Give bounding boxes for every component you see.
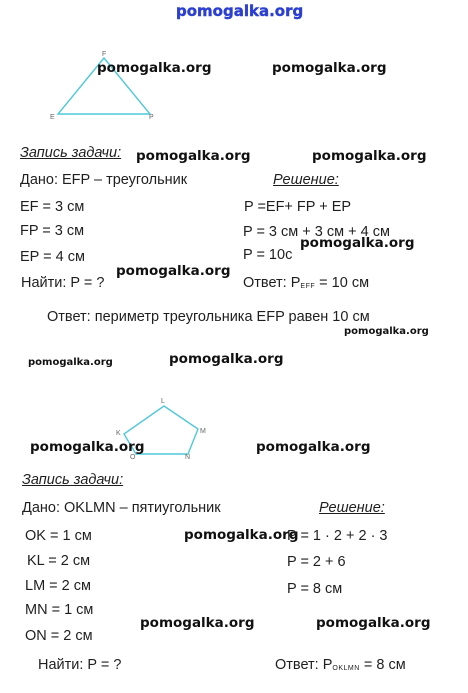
vertex-label-f: F (102, 51, 107, 58)
record-label: Запись задачи: (20, 145, 122, 161)
watermark: pomogalka.org (28, 357, 113, 368)
watermark: pomogalka.org (97, 60, 212, 76)
watermark: pomogalka.org (344, 326, 429, 337)
vertex-label-k: K (116, 430, 121, 437)
watermark: pomogalka.org (136, 148, 251, 164)
vertex-label-p: P (149, 114, 154, 121)
final-answer: Ответ: периметр треугольника EFP равен 10 см (47, 309, 370, 325)
watermark: pomogalka.org (256, 439, 371, 455)
answer-line (243, 275, 369, 291)
answer-value: = 10 см (315, 275, 370, 291)
solution-step: P = 3 см + 3 см + 4 см (243, 224, 390, 240)
given-value: FP = 3 см (20, 223, 85, 239)
solution-step: P = 8 см (287, 581, 343, 597)
vertex-label-m: M (200, 428, 206, 435)
solution-step: P = 1 · 2 + 2 · 3 (287, 528, 388, 544)
solution-label: Решение: (319, 500, 385, 516)
find-line: Найти: P = ? (21, 275, 105, 291)
watermark: pomogalka.org (272, 60, 387, 76)
vertex-label-o: O (130, 454, 136, 461)
watermark: pomogalka.org (116, 263, 231, 279)
answer-subscript: OKLMN (332, 665, 360, 672)
solution-label: Решение: (273, 172, 339, 188)
given-line: Дано: OKLMN – пятиугольник (22, 500, 221, 516)
answer-line (275, 657, 406, 673)
answer-subscript: EFF (300, 283, 316, 290)
answer-value: = 8 см (359, 657, 406, 673)
given-value: ON = 2 см (25, 628, 93, 644)
watermark: pomogalka.org (316, 615, 431, 631)
vertex-label-l: L (161, 398, 165, 405)
given-value: EP = 4 см (20, 249, 85, 265)
given-line: Дано: EFP – треугольник (20, 172, 188, 188)
given-value: KL = 2 см (27, 553, 91, 569)
solution-step: P = 2 + 6 (287, 554, 346, 570)
solution-step: P =EF+ FP + EP (244, 199, 352, 215)
watermark: pomogalka.org (140, 615, 255, 631)
given-value: MN = 1 см (25, 602, 94, 618)
solution-step: P = 10с (243, 247, 293, 263)
find-line: Найти: P = ? (38, 657, 122, 673)
watermark: pomogalka.org (300, 235, 415, 251)
watermark: pomogalka.org (184, 527, 299, 543)
site-title: pomogalka.org (176, 2, 304, 20)
given-value: LM = 2 см (25, 578, 91, 594)
watermark: pomogalka.org (30, 439, 145, 455)
record-label: Запись задачи: (22, 472, 124, 488)
answer-prefix: Ответ: P (275, 657, 333, 673)
vertex-label-e: E (50, 114, 55, 121)
given-value: EF = 3 см (20, 199, 85, 215)
watermark: pomogalka.org (169, 351, 284, 367)
vertex-label-n: N (185, 454, 191, 461)
answer-prefix: Ответ: P (243, 275, 301, 291)
watermark: pomogalka.org (312, 148, 427, 164)
given-value: OK = 1 см (25, 528, 92, 544)
